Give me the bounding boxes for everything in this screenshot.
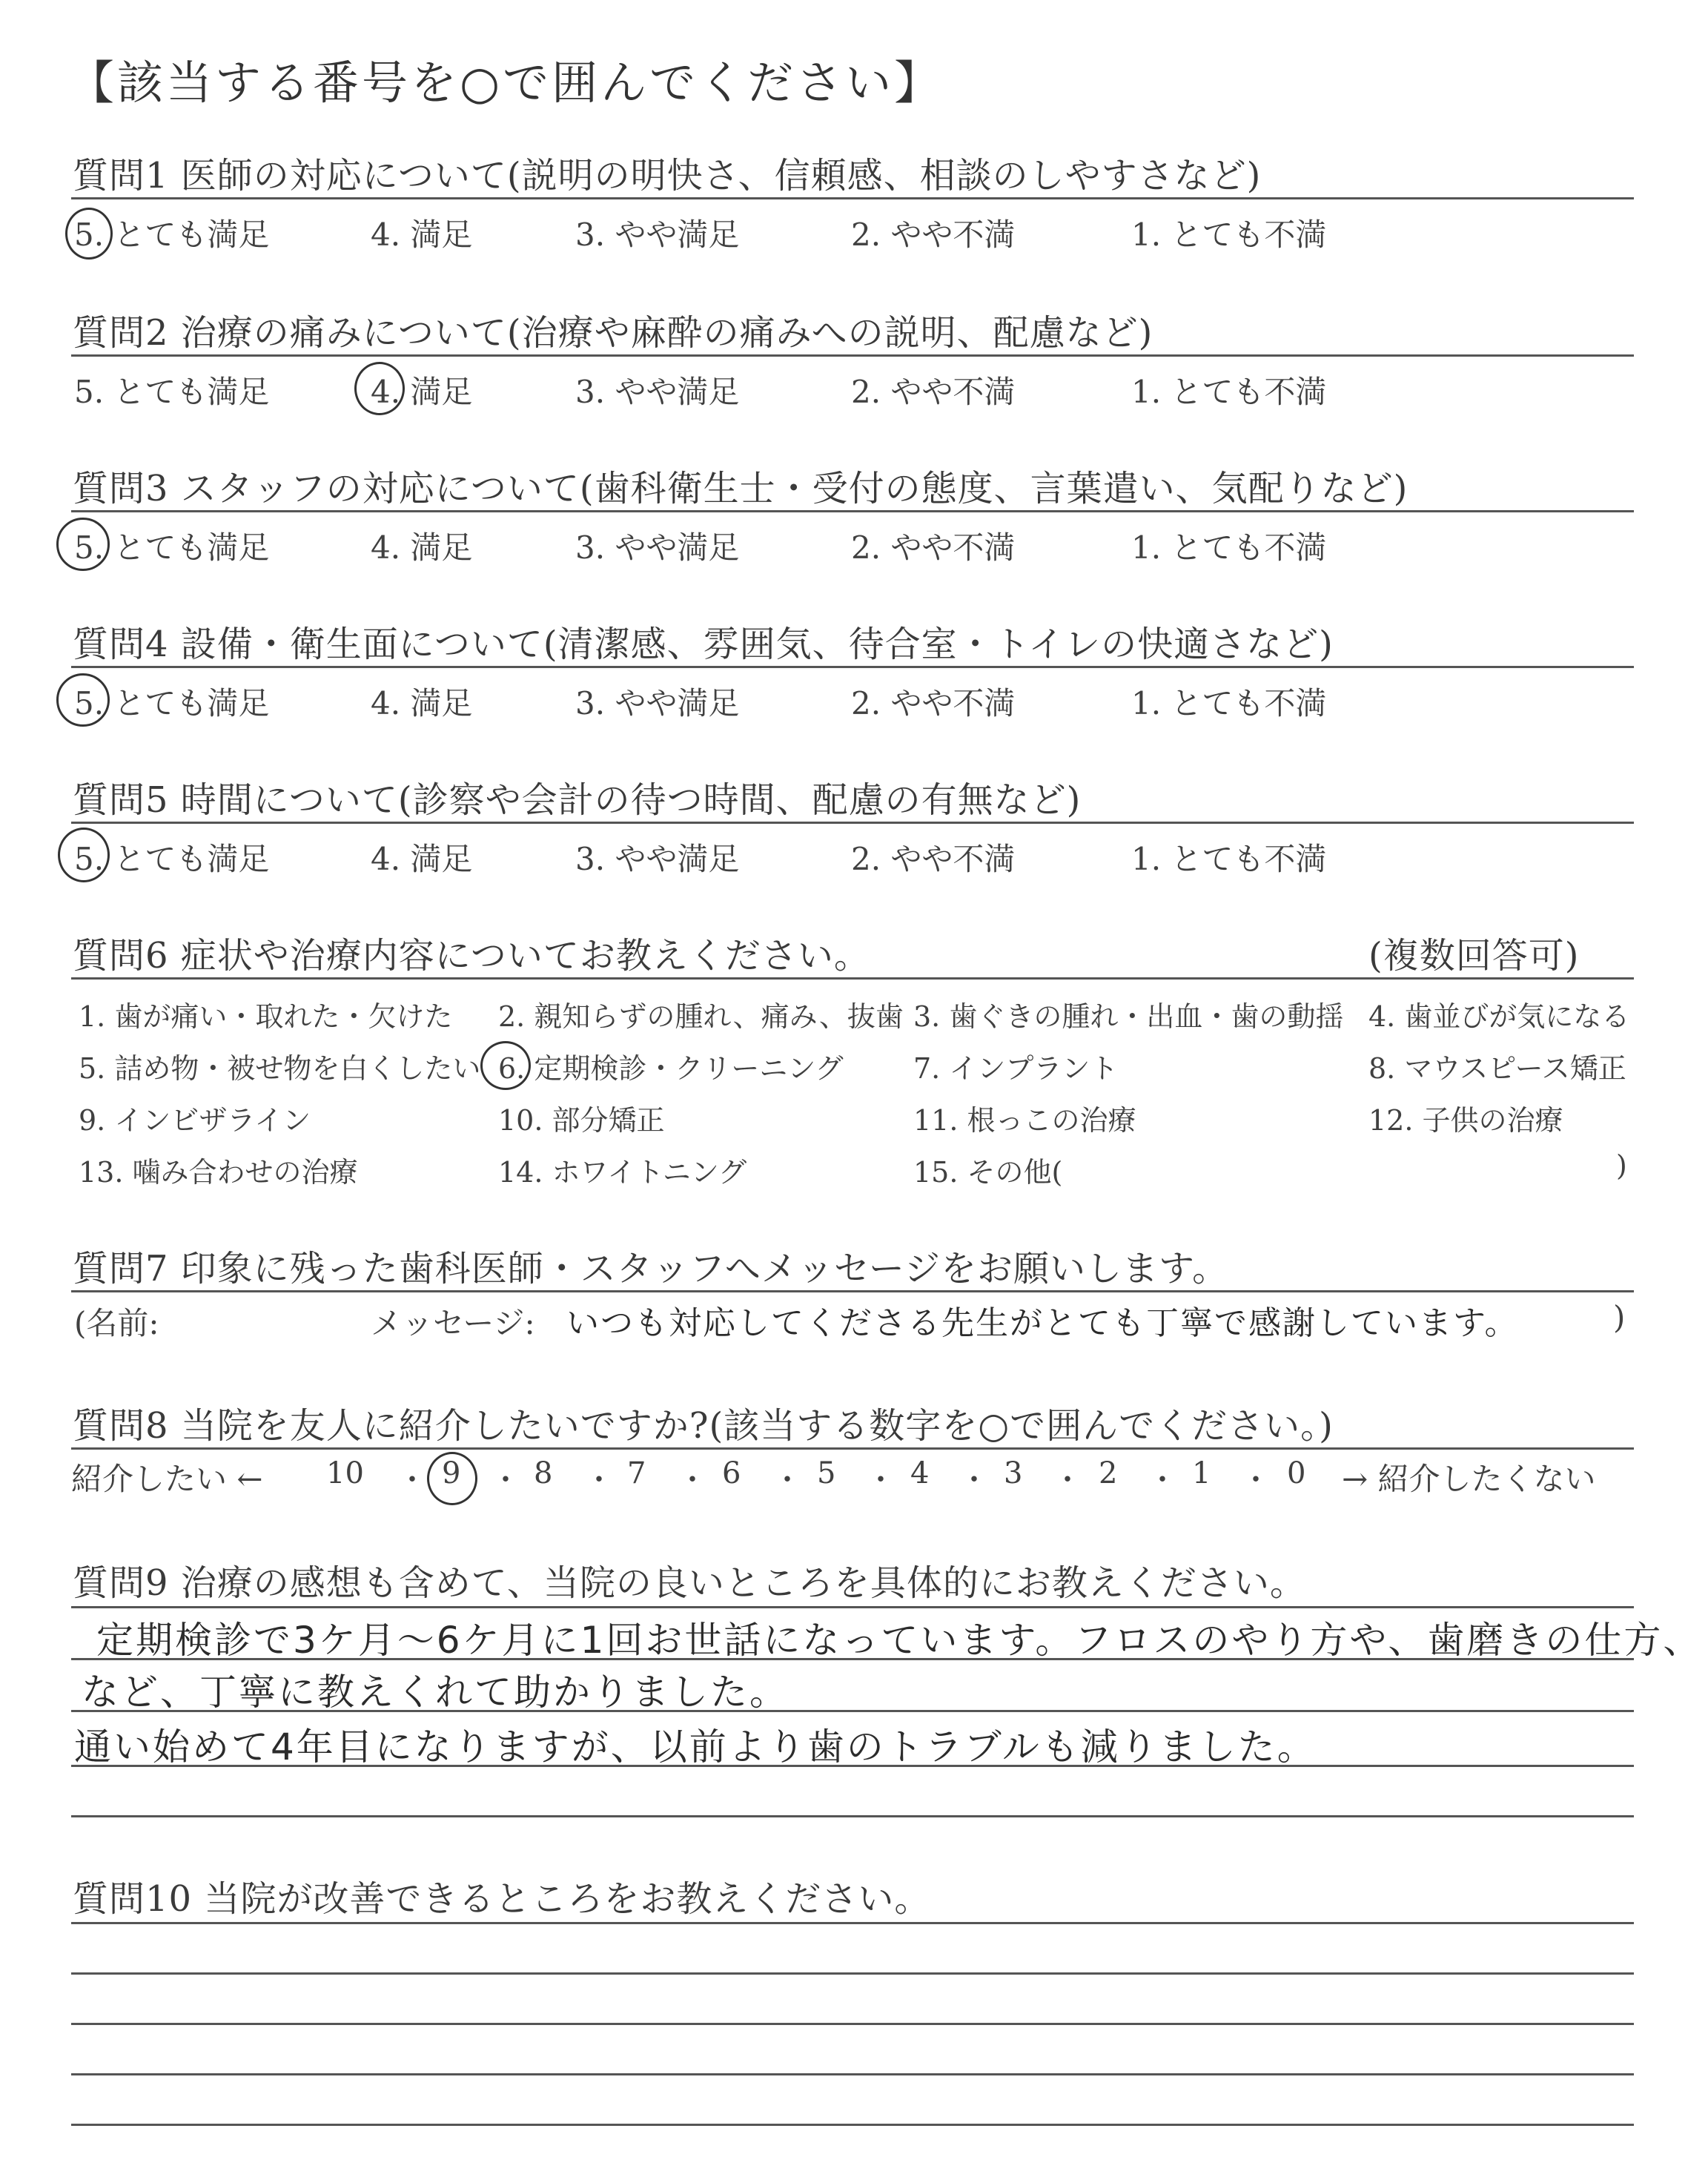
q2-selection-circle xyxy=(354,362,405,415)
q2-option-4[interactable]: 4. 満足 xyxy=(371,374,473,410)
question-4-title: 質問4 設備・衛生面について(清潔感、雰囲気、待合室・トイレの快適さなど) xyxy=(73,624,1334,665)
divider xyxy=(71,510,1634,512)
q8-scale-sep: ・ xyxy=(584,1463,614,1497)
q6-option-4[interactable]: 4. 歯並びが気になる xyxy=(1368,1000,1630,1033)
q7-handwritten-message: いつも対応してくださる先生がとても丁寧で感謝しています。 xyxy=(566,1304,1519,1342)
divider xyxy=(71,1290,1634,1292)
q8-left-label: 紹介したい ← xyxy=(71,1461,263,1497)
question-7-title: 質問7 印象に残った歯科医師・スタッフへメッセージをお願いします。 xyxy=(73,1248,1229,1289)
q3-option-1[interactable]: 1. とても不満 xyxy=(1131,529,1327,566)
question-2-title: 質問2 治療の痛みについて(治療や麻酔の痛みへの説明、配慮など) xyxy=(73,312,1153,354)
q6-option-7[interactable]: 7. インプラント xyxy=(913,1052,1119,1085)
writing-line xyxy=(71,1658,1634,1660)
q8-right-label: → 紹介したくない xyxy=(1342,1461,1596,1497)
q3-option-5[interactable]: 5. とても満足 xyxy=(74,529,270,566)
divider xyxy=(71,354,1634,357)
q6-option-12[interactable]: 12. 子供の治療 xyxy=(1368,1104,1563,1137)
writing-line xyxy=(71,1815,1634,1817)
q8-scale-3[interactable]: 3 xyxy=(1004,1456,1023,1490)
question-9-title: 質問9 治療の感想も含めて、当院の良いところを具体的にお教えください。 xyxy=(73,1562,1306,1604)
question-6-title: 質問6 症状や治療内容についてお教えください。 xyxy=(73,935,870,977)
q6-option-3[interactable]: 3. 歯ぐきの腫れ・出血・歯の動揺 xyxy=(913,1000,1344,1033)
q8-scale-0[interactable]: 0 xyxy=(1287,1456,1306,1490)
question-6-note: (複数回答可) xyxy=(1368,935,1580,977)
q6-other-close-paren: ) xyxy=(1616,1149,1627,1182)
q2-option-2[interactable]: 2. やや不満 xyxy=(851,374,1016,410)
q6-option-8[interactable]: 8. マウスピース矯正 xyxy=(1368,1052,1626,1085)
q6-option-10[interactable]: 10. 部分矯正 xyxy=(498,1104,665,1137)
divider xyxy=(71,822,1634,824)
q1-selection-circle xyxy=(65,208,113,260)
q8-scale-4[interactable]: 4 xyxy=(910,1456,930,1490)
q8-scale-5[interactable]: 5 xyxy=(817,1456,836,1490)
divider xyxy=(71,1447,1634,1450)
q2-option-5[interactable]: 5. とても満足 xyxy=(74,374,270,410)
divider xyxy=(71,666,1634,668)
divider xyxy=(71,197,1634,199)
writing-line xyxy=(71,2124,1634,2126)
writing-line xyxy=(71,1765,1634,1767)
q1-option-5[interactable]: 5. とても満足 xyxy=(74,217,270,253)
q6-option-6[interactable]: 6. 定期検診・クリーニング xyxy=(498,1052,844,1085)
question-8-title: 質問8 当院を友人に紹介したいですか?(該当する数字を○で囲んでください。) xyxy=(73,1405,1334,1447)
q8-scale-9[interactable]: 9 xyxy=(442,1456,461,1490)
q8-scale-1[interactable]: 1 xyxy=(1192,1456,1211,1490)
q1-option-3[interactable]: 3. やや満足 xyxy=(575,217,740,253)
q6-option-9[interactable]: 9. インビザライン xyxy=(79,1104,311,1137)
q4-selection-circle xyxy=(56,673,110,727)
q8-scale-sep: ・ xyxy=(1241,1463,1271,1497)
q6-option-1[interactable]: 1. 歯が痛い・取れた・欠けた xyxy=(79,1000,453,1033)
q5-selection-circle xyxy=(58,828,110,882)
q5-option-2[interactable]: 2. やや不満 xyxy=(851,841,1016,877)
q5-option-3[interactable]: 3. やや満足 xyxy=(575,841,740,877)
q3-option-3[interactable]: 3. やや満足 xyxy=(575,529,740,566)
q4-option-4[interactable]: 4. 満足 xyxy=(371,685,473,721)
q6-option-13[interactable]: 13. 噛み合わせの治療 xyxy=(79,1156,358,1189)
q8-scale-sep: ・ xyxy=(491,1463,520,1497)
q4-option-1[interactable]: 1. とても不満 xyxy=(1131,685,1327,721)
q2-option-3[interactable]: 3. やや満足 xyxy=(575,374,740,410)
writing-line xyxy=(71,1972,1634,1975)
q3-option-2[interactable]: 2. やや不満 xyxy=(851,529,1016,566)
divider xyxy=(71,1606,1634,1608)
q9-answer-line-2: など、丁寧に教えくれて助かりました。 xyxy=(82,1671,789,1714)
q8-scale-sep: ・ xyxy=(866,1463,896,1497)
q8-scale-sep: ・ xyxy=(1053,1463,1082,1497)
q8-scale-7[interactable]: 7 xyxy=(627,1456,646,1490)
q8-selection-circle xyxy=(427,1452,477,1505)
q3-option-4[interactable]: 4. 満足 xyxy=(371,529,473,566)
q2-option-1[interactable]: 1. とても不満 xyxy=(1131,374,1327,410)
q5-option-1[interactable]: 1. とても不満 xyxy=(1131,841,1327,877)
q6-option-11[interactable]: 11. 根っこの治療 xyxy=(913,1104,1136,1137)
q7-name-label: (名前: xyxy=(74,1305,159,1341)
q1-option-4[interactable]: 4. 満足 xyxy=(371,217,473,253)
q8-scale-2[interactable]: 2 xyxy=(1099,1456,1118,1490)
question-5-title: 質問5 時間について(診察や会計の待つ時間、配慮の有無など) xyxy=(73,779,1082,821)
q6-option-5[interactable]: 5. 詰め物・被せ物を白くしたい xyxy=(79,1052,481,1085)
q1-option-2[interactable]: 2. やや不満 xyxy=(851,217,1016,253)
q4-option-2[interactable]: 2. やや不満 xyxy=(851,685,1016,721)
q6-selection-circle xyxy=(480,1041,531,1090)
question-3-title: 質問3 スタッフの対応について(歯科衛生士・受付の態度、言葉遣い、気配りなど) xyxy=(73,468,1409,509)
q8-scale-sep: ・ xyxy=(959,1463,989,1497)
q6-option-14[interactable]: 14. ホワイトニング xyxy=(498,1156,747,1189)
q7-message-label: メッセージ: xyxy=(371,1305,535,1341)
q8-scale-sep: ・ xyxy=(772,1463,802,1497)
q6-option-2[interactable]: 2. 親知らずの腫れ、痛み、抜歯 xyxy=(498,1000,904,1033)
q8-scale-8[interactable]: 8 xyxy=(534,1456,553,1490)
form-header: 【該当する番号を○で囲んでください】 xyxy=(68,56,944,110)
writing-line xyxy=(71,1710,1634,1712)
question-1-title: 質問1 医師の対応について(説明の明快さ、信頼感、相談のしやすさなど) xyxy=(73,155,1262,196)
q4-option-3[interactable]: 3. やや満足 xyxy=(575,685,740,721)
writing-line xyxy=(71,2073,1634,2075)
q4-option-5[interactable]: 5. とても満足 xyxy=(74,685,270,721)
q9-answer-line-1: 定期検診で3ケ月～6ケ月に1回お世話になっています。フロスのやり方や、歯磨きの仕方、 xyxy=(96,1619,1703,1662)
q5-option-5[interactable]: 5. とても満足 xyxy=(74,841,270,877)
q8-scale-sep: ・ xyxy=(1148,1463,1177,1497)
q1-option-1[interactable]: 1. とても不満 xyxy=(1131,217,1327,253)
divider xyxy=(71,977,1634,980)
q8-scale-sep: ・ xyxy=(397,1463,427,1497)
writing-line xyxy=(71,1922,1634,1924)
writing-line xyxy=(71,2023,1634,2025)
q6-option-15[interactable]: 15. その他( xyxy=(913,1156,1063,1189)
q7-close-paren: ) xyxy=(1613,1299,1626,1335)
q8-scale-10[interactable]: 10 xyxy=(326,1456,364,1490)
q5-option-4[interactable]: 4. 満足 xyxy=(371,841,473,877)
q3-selection-circle xyxy=(56,518,110,571)
question-10-title: 質問10 当院が改善できるところをお教えください。 xyxy=(73,1878,931,1920)
q9-answer-line-3: 通い始めて4年目になりますが、以前より歯のトラブルも減りました。 xyxy=(74,1725,1317,1768)
q8-scale-sep: ・ xyxy=(678,1463,707,1497)
q8-scale-6[interactable]: 6 xyxy=(722,1456,741,1490)
